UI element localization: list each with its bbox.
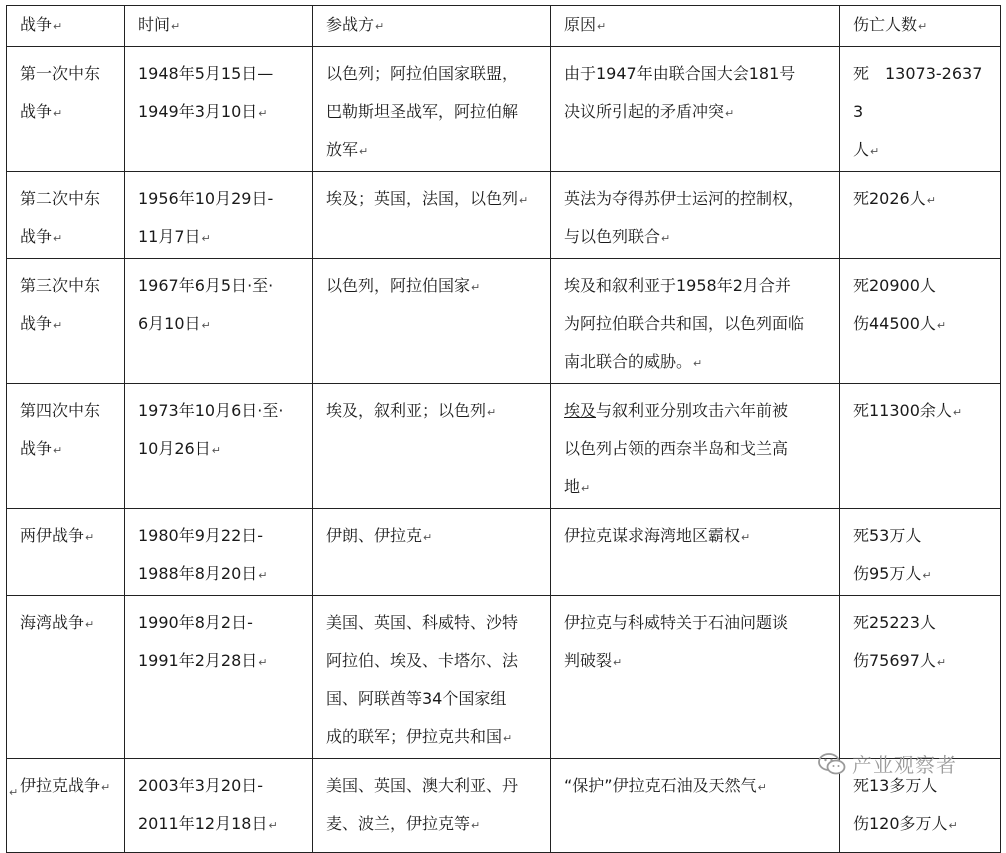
cell-casualties bbox=[840, 384, 1001, 509]
paragraph-mark: ↵ bbox=[423, 531, 433, 544]
cell-text: 判破裂 bbox=[564, 651, 613, 670]
cell-text: 英法为夺得苏伊士运河的控制权， bbox=[564, 189, 805, 208]
cell-line bbox=[564, 392, 831, 430]
cell-text: 地 bbox=[564, 477, 581, 496]
paragraph-mark: ↵ bbox=[613, 656, 623, 669]
cell-line bbox=[138, 517, 302, 555]
cell-line bbox=[138, 767, 302, 805]
cell-line bbox=[564, 267, 831, 305]
cell-line bbox=[20, 767, 116, 807]
cell-line bbox=[20, 55, 116, 93]
cell-text: 以色列；阿拉伯国家联盟， bbox=[326, 64, 519, 83]
paragraph-mark: ↵ bbox=[101, 781, 111, 794]
cell-parties bbox=[313, 384, 551, 509]
cell-war bbox=[7, 509, 125, 596]
cell-text: 战争 bbox=[20, 439, 53, 458]
cell-line bbox=[138, 267, 302, 305]
cell-casualties bbox=[840, 47, 1001, 172]
paragraph-mark: ↵ bbox=[757, 781, 767, 794]
paragraph-mark: ↵ bbox=[926, 194, 936, 207]
cell-text: 1991年2月28日 bbox=[138, 651, 258, 670]
paragraph-mark: ↵ bbox=[948, 819, 958, 832]
cell-casualties bbox=[840, 259, 1001, 384]
header-cell-time: 时间↵ bbox=[125, 6, 313, 47]
cell-text: 1956年10月29日- bbox=[138, 189, 274, 208]
cell-text: 1948年5月15日— bbox=[138, 64, 274, 83]
cell-line bbox=[326, 805, 542, 845]
cell-text: 死2026人 bbox=[853, 189, 926, 208]
cell-line bbox=[564, 468, 831, 508]
cell-line bbox=[564, 343, 831, 383]
cell-text: 南北联合的威胁。 bbox=[564, 352, 693, 371]
cell-text: 伊拉克谋求海湾地区霸权 bbox=[564, 526, 741, 545]
paragraph-mark: ↵ bbox=[53, 232, 63, 245]
cell-text: 第二次中东 bbox=[20, 189, 101, 208]
cell-text: 埃及和叙利亚于1958年2月合并 bbox=[564, 276, 791, 295]
cell-text: 1988年8月20日 bbox=[138, 564, 258, 583]
cell-line bbox=[20, 218, 116, 258]
cell-line bbox=[138, 93, 302, 133]
cell-text: 巴勒斯坦圣战军，阿拉伯解 bbox=[326, 102, 519, 121]
paragraph-mark: ↵ bbox=[661, 232, 671, 245]
cell-reason bbox=[551, 47, 840, 172]
cell-text: 11月7日 bbox=[138, 227, 201, 246]
cell-text: 两伊战争 bbox=[20, 526, 85, 545]
paragraph-mark: ↵ bbox=[85, 618, 95, 631]
paragraph-mark: ↵ bbox=[258, 656, 268, 669]
header-cell-casualties: 伤亡人数↵ bbox=[840, 6, 1001, 47]
cell-text: 麦、波兰，伊拉克等 bbox=[326, 814, 471, 833]
paragraph-mark: ↵ bbox=[952, 406, 963, 419]
header-cell-reason: 原因↵ bbox=[551, 6, 840, 47]
cell-casualties bbox=[840, 596, 1001, 759]
table-row bbox=[7, 259, 1001, 384]
cell-text: 1973年10月6日·至· bbox=[138, 401, 284, 420]
cell-line bbox=[326, 517, 542, 557]
cell-reason bbox=[551, 596, 840, 759]
cell-parties bbox=[313, 172, 551, 259]
paragraph-mark: ↵ bbox=[258, 569, 268, 582]
header-cell-war: 战争↵ bbox=[7, 6, 125, 47]
cell-text: 埃及；英国，法国，以色列 bbox=[326, 189, 519, 208]
cell-line bbox=[326, 267, 542, 307]
cell-text: 战争 bbox=[20, 227, 53, 246]
paragraph-mark: ↵ bbox=[936, 319, 947, 332]
cell-text: 1949年3月10日 bbox=[138, 102, 258, 121]
cell-text: 伤95万人 bbox=[853, 564, 922, 583]
underlined-text: 埃及 bbox=[564, 401, 597, 420]
cell-text: 与叙利亚分别攻击六年前被 bbox=[596, 401, 789, 420]
cell-time bbox=[125, 759, 313, 853]
cell-text: 1980年9月22日- bbox=[138, 526, 264, 545]
cell-text: 死25223人 bbox=[853, 613, 936, 632]
cell-text: 美国、英国、科威特、沙特 bbox=[326, 613, 519, 632]
cell-line bbox=[564, 305, 831, 343]
cell-line bbox=[853, 55, 992, 131]
cell-text: 伊朗、伊拉克 bbox=[326, 526, 423, 545]
cell-line bbox=[20, 604, 116, 644]
cell-reason bbox=[551, 509, 840, 596]
cell-text: 1990年8月2日- bbox=[138, 613, 253, 632]
cell-line bbox=[853, 517, 992, 555]
cell-war bbox=[7, 759, 125, 853]
cell-time bbox=[125, 259, 313, 384]
cell-line bbox=[326, 392, 542, 432]
paragraph-mark: ↵ bbox=[53, 107, 63, 120]
cell-text: 死 13073-26373 bbox=[853, 64, 983, 121]
paragraph-mark: ↵ bbox=[201, 319, 211, 332]
cell-line bbox=[564, 767, 831, 807]
cell-text: 死53万人 bbox=[853, 526, 922, 545]
wechat-icon bbox=[818, 752, 846, 776]
cell-line bbox=[326, 131, 542, 171]
cell-text: “保护”伊拉克石油及天然气 bbox=[564, 776, 757, 795]
paragraph-mark: ↵ bbox=[519, 194, 529, 207]
cell-text: 以色列，阿拉伯国家 bbox=[326, 276, 471, 295]
paragraph-mark: ↵ bbox=[53, 444, 63, 457]
cell-text: 阿拉伯、埃及、卡塔尔、法 bbox=[326, 651, 519, 670]
cell-line bbox=[20, 430, 116, 470]
cell-line bbox=[138, 555, 302, 595]
paragraph-mark: ↵ bbox=[725, 107, 735, 120]
cell-war bbox=[7, 47, 125, 172]
table-row bbox=[7, 172, 1001, 259]
cell-line bbox=[20, 267, 116, 305]
cell-time bbox=[125, 596, 313, 759]
cell-line bbox=[138, 604, 302, 642]
cell-text: 伤120多万人 bbox=[853, 814, 948, 833]
cell-line bbox=[853, 642, 992, 682]
cell-text: 埃及，叙利亚；以色列 bbox=[326, 401, 487, 420]
header-row bbox=[7, 6, 1001, 47]
watermark-text: 产业观察者 bbox=[852, 753, 957, 777]
cell-text: 美国、英国、澳大利亚、丹 bbox=[326, 776, 519, 795]
cell-line bbox=[853, 180, 992, 220]
paragraph-mark: ↵ bbox=[741, 531, 751, 544]
cell-text: 伊拉克战争 bbox=[20, 776, 101, 795]
cell-reason bbox=[551, 259, 840, 384]
cell-line bbox=[326, 680, 542, 718]
cell-line bbox=[853, 805, 992, 845]
cell-line bbox=[326, 604, 542, 642]
cell-time bbox=[125, 47, 313, 172]
cell-text: 伤75697人 bbox=[853, 651, 936, 670]
cell-text: 死13多万人 bbox=[853, 776, 938, 795]
cell-line bbox=[138, 305, 302, 345]
cell-line bbox=[20, 517, 116, 557]
cell-war bbox=[7, 384, 125, 509]
cell-line bbox=[138, 642, 302, 682]
cell-text: 6月10日 bbox=[138, 314, 201, 333]
cell-parties bbox=[313, 759, 551, 853]
paragraph-mark: ↵ bbox=[9, 786, 19, 799]
cell-line bbox=[564, 642, 831, 682]
cell-line bbox=[20, 305, 116, 345]
paragraph-mark: ↵ bbox=[268, 819, 278, 832]
cell-time bbox=[125, 509, 313, 596]
table-row bbox=[7, 596, 1001, 759]
cell-line bbox=[564, 604, 831, 642]
cell-line bbox=[853, 555, 992, 595]
cell-line bbox=[138, 180, 302, 218]
cell-war bbox=[7, 259, 125, 384]
cell-reason bbox=[551, 172, 840, 259]
cell-text: 伊拉克与科威特关于石油问题谈 bbox=[564, 613, 789, 632]
cell-text: 放军 bbox=[326, 140, 359, 159]
cell-text: 由于1947年由联合国大会181号 bbox=[564, 64, 796, 83]
cell-line bbox=[853, 131, 992, 171]
paragraph-mark: ↵ bbox=[936, 656, 947, 669]
table-row bbox=[7, 47, 1001, 172]
cell-text: 2003年3月20日- bbox=[138, 776, 264, 795]
paragraph-mark: ↵ bbox=[85, 531, 95, 544]
header-cell-parties: 参战方↵ bbox=[313, 6, 551, 47]
paragraph-mark: ↵ bbox=[922, 569, 932, 582]
cell-line bbox=[326, 767, 542, 805]
paragraph-mark: ↵ bbox=[471, 819, 481, 832]
cell-line bbox=[326, 93, 542, 131]
cell-line bbox=[853, 604, 992, 642]
cell-casualties bbox=[840, 509, 1001, 596]
cell-text: 决议所引起的矛盾冲突 bbox=[564, 102, 725, 121]
table-row bbox=[7, 509, 1001, 596]
cell-line bbox=[564, 517, 831, 557]
cell-line bbox=[853, 305, 992, 345]
paragraph-mark: ↵ bbox=[258, 107, 268, 120]
paragraph-mark: ↵ bbox=[693, 357, 703, 370]
cell-text: 死20900人 bbox=[853, 276, 936, 295]
cell-line bbox=[138, 430, 302, 470]
cell-line bbox=[326, 642, 542, 680]
cell-line bbox=[326, 718, 542, 758]
cell-text: 第四次中东 bbox=[20, 401, 101, 420]
cell-war bbox=[7, 172, 125, 259]
cell-parties bbox=[313, 259, 551, 384]
cell-line bbox=[564, 93, 831, 133]
cell-line bbox=[138, 218, 302, 258]
cell-time bbox=[125, 384, 313, 509]
paragraph-mark: ↵ bbox=[503, 732, 513, 745]
cell-text: 第三次中东 bbox=[20, 276, 101, 295]
table-row bbox=[7, 384, 1001, 509]
cell-time bbox=[125, 172, 313, 259]
cell-casualties bbox=[840, 172, 1001, 259]
cell-line bbox=[853, 267, 992, 305]
cell-text: 2011年12月18日 bbox=[138, 814, 268, 833]
paragraph-mark: ↵ bbox=[870, 145, 880, 158]
cell-text: 战争 bbox=[20, 102, 53, 121]
cell-line bbox=[20, 180, 116, 218]
cell-line bbox=[564, 430, 831, 468]
cell-text: 国、阿联酋等34个国家组 bbox=[326, 689, 507, 708]
cell-line bbox=[20, 392, 116, 430]
paragraph-mark: ↵ bbox=[201, 232, 211, 245]
paragraph-mark: ↵ bbox=[359, 145, 369, 158]
paragraph-mark: ↵ bbox=[211, 444, 221, 457]
paragraph-mark: ↵ bbox=[581, 482, 591, 495]
cell-line bbox=[20, 93, 116, 133]
cell-text: 1967年6月5日·至· bbox=[138, 276, 274, 295]
cell-line bbox=[326, 55, 542, 93]
cell-text: 为阿拉伯联合共和国，以色列面临 bbox=[564, 314, 805, 333]
cell-line bbox=[564, 218, 831, 258]
cell-reason bbox=[551, 759, 840, 853]
cell-line bbox=[564, 180, 831, 218]
cell-line bbox=[138, 55, 302, 93]
paragraph-mark: ↵ bbox=[471, 281, 481, 294]
paragraph-mark: ↵ bbox=[53, 319, 63, 332]
cell-line bbox=[853, 392, 992, 432]
cell-text: 第一次中东 bbox=[20, 64, 101, 83]
cell-parties bbox=[313, 47, 551, 172]
cell-text: 死11300余人 bbox=[853, 401, 952, 420]
cell-text: 伤44500人 bbox=[853, 314, 936, 333]
cell-text: 人 bbox=[853, 140, 870, 159]
cell-line bbox=[564, 55, 831, 93]
cell-line bbox=[326, 180, 542, 220]
cell-text: 海湾战争 bbox=[20, 613, 85, 632]
cell-war bbox=[7, 596, 125, 759]
watermark bbox=[818, 749, 957, 778]
paragraph-mark: ↵ bbox=[487, 406, 497, 419]
cell-line bbox=[138, 805, 302, 845]
cell-parties bbox=[313, 509, 551, 596]
cell-text: 与以色列联合 bbox=[564, 227, 661, 246]
cell-text: 战争 bbox=[20, 314, 53, 333]
wars-table bbox=[6, 5, 1001, 853]
cell-parties bbox=[313, 596, 551, 759]
cell-text: 以色列占领的西奈半岛和戈兰高 bbox=[564, 439, 789, 458]
cell-line bbox=[138, 392, 302, 430]
cell-text: 10月26日 bbox=[138, 439, 211, 458]
cell-reason bbox=[551, 384, 840, 509]
cell-text: 成的联军；伊拉克共和国 bbox=[326, 727, 503, 746]
